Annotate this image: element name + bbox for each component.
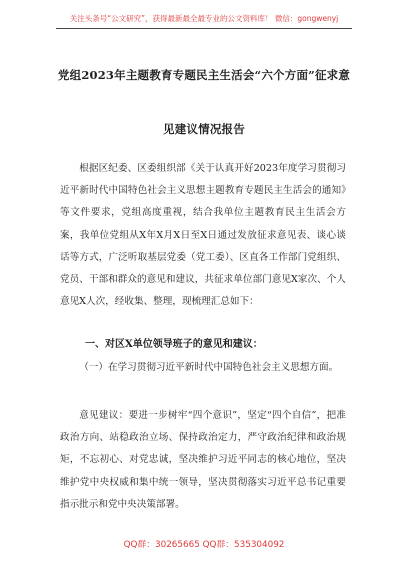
document-title-line2: 见建议情况报告 (163, 122, 245, 136)
footer-contact: QQ群：30265665 QQ群：535304092 (123, 540, 285, 550)
document-title-line1: 党组2023年主题教育专题民主生活会“六个方面”征求意 (57, 68, 351, 82)
header-promo-note: 关注头条号“公文研究”，获得最新最全最专业的公文资料库！ 微信：gongwenyj (69, 14, 339, 23)
intro-paragraph: 根据区纪委、区委组织部《关于认真开好2023年度学习贯彻习近平新时代中国特色社会主义思想主题教育专题民主生活会的通知》等文件要求，党组高度重视，结合我单位主题教育民主生活会方案，我单位党组从X年X月X日至X日通过发放征求意见表、谈心谈话等方式，广泛听取基层党委（党工委）、区直各工作部门党组织、党员、干部和群众的意见和建议，共征求单位部门意见X家次、个人意见X人次，经收集、整理，现梳理汇总如下： (60, 163, 346, 308)
header-divider (56, 28, 352, 29)
subsection-heading-1: （一）在学习贯彻习近平新时代中国特色社会主义思想方面。 (79, 362, 339, 373)
suggestion-paragraph: 意见建议：要进一步树牢“四个意识”，坚定“四个自信”，把准政治方向、站稳政治立场、保持政治定力，严守政治纪律和政治规矩，不忘初心、对党忠诚，坚决维护习近平同志的核心地位，坚决维护党中央权威和集中统一领导，坚决贯彻落实习近平总书记重要指示批示和党中央决策部署。 (60, 410, 346, 510)
section-heading-1: 一、对区X单位领导班子的意见和建议： (85, 339, 263, 350)
